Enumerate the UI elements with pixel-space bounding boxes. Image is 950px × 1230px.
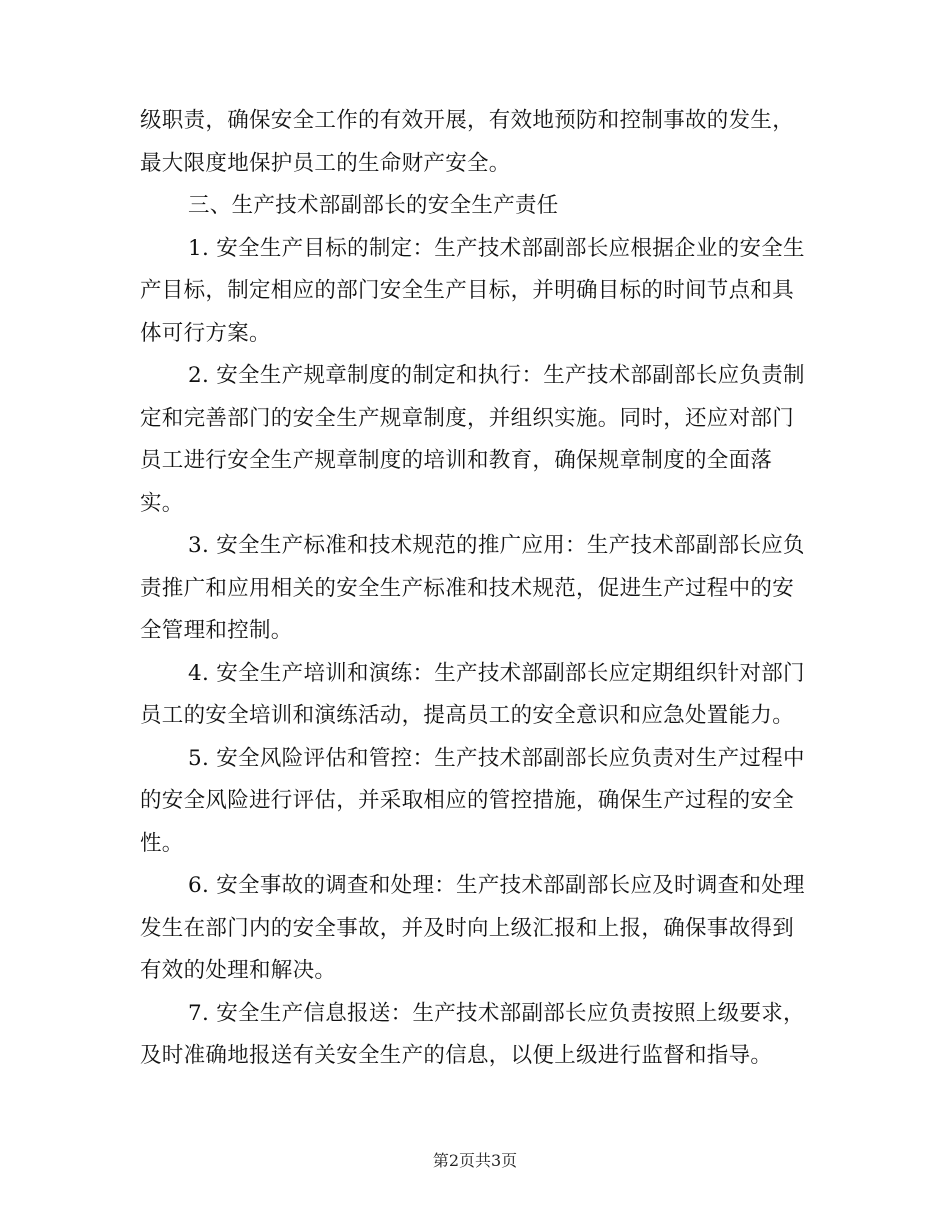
- item-1-line: 产目标，制定相应的部门安全生产目标，并明确目标的时间节点和具: [140, 278, 795, 303]
- item-5-line: 性。: [140, 830, 184, 856]
- item-3-line: 责推广和应用相关的安全生产标准和技术规范，促进生产过程中的安: [140, 575, 795, 601]
- paragraph-line: 级职责，确保安全工作的有效开展，有效地预防和控制事故的发生，: [140, 108, 795, 133]
- item-4-line: 员工的安全培训和演练活动，提高员工的安全意识和应急处置能力。: [140, 703, 795, 728]
- item-1-line: 1. 安全生产目标的制定：生产技术部副部长应根据企业的安全生: [188, 235, 805, 261]
- item-2-line: 实。: [140, 490, 184, 516]
- section-heading: 三、生产技术部副部长的安全生产责任: [188, 193, 559, 218]
- item-4-line: 4. 安全生产培训和演练：生产技术部副部长应定期组织针对部门: [188, 660, 805, 686]
- paragraph-line: 最大限度地保护员工的生命财产安全。: [140, 150, 511, 176]
- document-body: [140, 100, 812, 1078]
- item-3-line: 全管理和控制。: [140, 618, 293, 643]
- item-6-line: 6. 安全事故的调查和处理：生产技术部副部长应及时调查和处理: [188, 873, 805, 898]
- item-7-line: 及时准确地报送有关安全生产的信息，以便上级进行监督和指导。: [140, 1043, 773, 1068]
- item-2-line: 员工进行安全生产规章制度的培训和教育，确保规章制度的全面落: [140, 448, 773, 473]
- page-number: 第2页共3页: [432, 1151, 518, 1170]
- item-5-line: 5. 安全风险评估和管控：生产技术部副部长应负责对生产过程中: [188, 745, 805, 771]
- item-6-line: 有效的处理和解决。: [140, 958, 337, 983]
- item-5-line: 的安全风险进行评估，并采取相应的管控措施，确保生产过程的安全: [140, 788, 795, 813]
- item-6-line: 发生在部门内的安全事故，并及时向上级汇报和上报，确保事故得到: [140, 915, 795, 941]
- item-3-line: 3. 安全生产标准和技术规范的推广应用：生产技术部副部长应负: [188, 533, 805, 558]
- item-2-line: 2. 安全生产规章制度的制定和执行：生产技术部副部长应负责制: [188, 363, 805, 388]
- item-2-line: 定和完善部门的安全生产规章制度，并组织实施。同时，还应对部门: [140, 405, 795, 431]
- item-1-line: 体可行方案。: [140, 320, 271, 346]
- item-7-line: 7. 安全生产信息报送：生产技术部副部长应负责按照上级要求，: [188, 1000, 805, 1026]
